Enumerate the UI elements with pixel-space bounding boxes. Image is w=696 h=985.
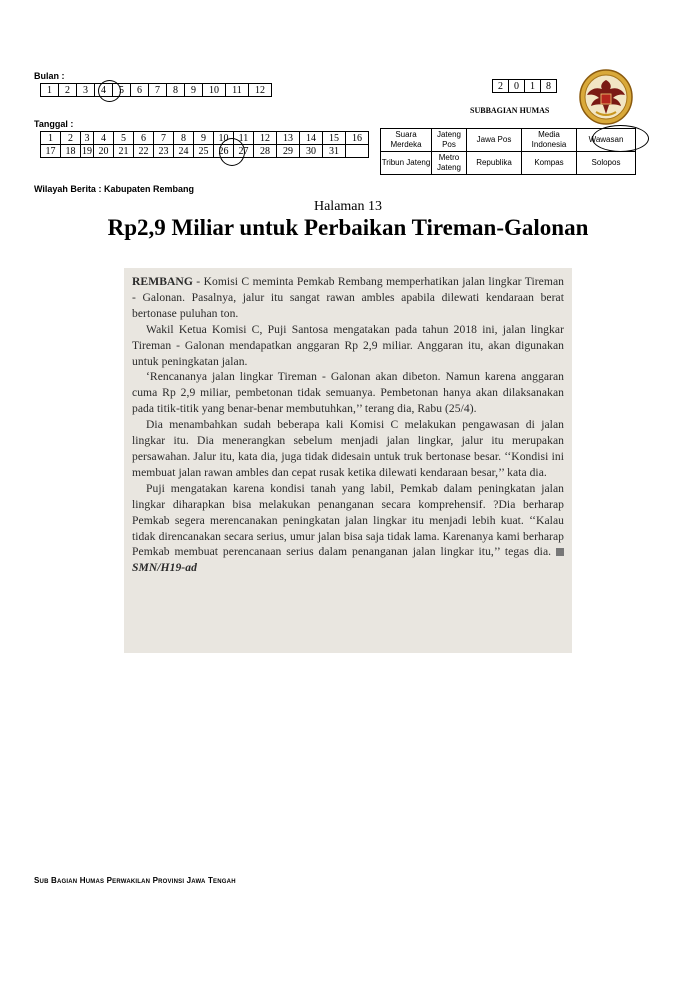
date-cell: 14 xyxy=(300,132,323,145)
paragraph-text: Puji mengatakan karena kondisi tanah yang labil, Pemkab dalam peningkatan jalan lingkar diharapkan bisa melakukan penanganan secara komprehensif. ?Dia berharap Pemkab segera merencanakan peningkatan jalan lingkar itu menjadi lebih kuat. ‘‘Kalau tidak direncanakan secara serius, umur jalan bisa saja tidak lama. Karenanya kami berharap Pemkab membuat perencanaan serius dalam penanganan jalan lingkar itu,’’ tegas dia. xyxy=(132,481,564,559)
date-cell: 17 xyxy=(41,145,61,158)
date-grid xyxy=(40,131,369,158)
garuda-emblem-icon xyxy=(578,68,634,126)
date-cell: 20 xyxy=(94,145,114,158)
date-cell: 21 xyxy=(114,145,134,158)
paper-cell: Solopos xyxy=(577,152,636,175)
date-cell: 3 xyxy=(81,132,94,145)
date-cell: 27 xyxy=(234,145,254,158)
paper-cell: Suara Merdeka xyxy=(381,129,432,152)
date-cell: 28 xyxy=(254,145,277,158)
dateline: REMBANG xyxy=(132,275,193,288)
date-cell: 11 xyxy=(234,132,254,145)
article-paragraph xyxy=(132,481,564,576)
month-cell: 6 xyxy=(131,84,149,97)
article-title: Rp2,9 Miliar untuk Perbaikan Tireman-Galonan xyxy=(107,215,589,240)
date-cell: 16 xyxy=(346,132,369,145)
date-cell: 8 xyxy=(174,132,194,145)
date-cell: 29 xyxy=(277,145,300,158)
end-mark-icon xyxy=(556,548,564,556)
wilayah-berita: Wilayah Berita : Kabupaten Rembang xyxy=(34,184,194,194)
article-paragraph xyxy=(132,274,564,322)
page-number: Halaman 13 xyxy=(313,199,383,214)
date-cell: 6 xyxy=(134,132,154,145)
month-cell: 9 xyxy=(185,84,203,97)
date-cell: 5 xyxy=(114,132,134,145)
date-cell: 23 xyxy=(154,145,174,158)
date-cell: 18 xyxy=(61,145,81,158)
date-cell: 2 xyxy=(61,132,81,145)
paper-cell: Jateng Pos xyxy=(432,129,467,152)
date-cell: 31 xyxy=(323,145,346,158)
month-cell: 8 xyxy=(167,84,185,97)
date-circle-mark xyxy=(219,138,245,166)
year-digit: 2 xyxy=(493,80,509,93)
month-cell: 2 xyxy=(59,84,77,97)
date-cell: 19 xyxy=(82,145,92,157)
paragraph-text: - Komisi C meminta Pemkab Rembang memperhatikan jalan lingkar Tireman - Galonan. Pasalnya, jalur itu sangat rawan ambles apabila dilewati kendaraan berat bertonase puluhan ton. xyxy=(132,275,564,320)
tanggal-label: Tanggal : xyxy=(34,119,74,129)
paper-cell: Tribun Jateng xyxy=(381,152,432,175)
month-grid xyxy=(40,83,272,97)
month-cell: 10 xyxy=(203,84,226,97)
newspaper-clipping xyxy=(124,268,572,653)
month-cell: 12 xyxy=(249,84,272,97)
article-paragraph: ‘Rencananya jalan lingkar Tireman - Galonan akan dibeton. Namun karena anggaran cuma Rp 2,9 miliar, pembetonan tidak semuanya. Pembetonan hanya akan dilaksanakan pada titik-titik yang benar-benar membutuhkan,’’ terang dia, Rabu (25/4). xyxy=(132,370,564,416)
date-cell: 26 xyxy=(214,145,234,158)
year-digit: 0 xyxy=(509,80,525,93)
year-box xyxy=(492,79,557,93)
paper-circle-mark xyxy=(592,125,649,152)
month-cell: 5 xyxy=(113,84,131,97)
article-paragraph: Wakil Ketua Komisi C, Puji Santosa mengatakan pada tahun 2018 ini, jalan lingkar Tireman - Galonan mendapatkan anggaran Rp 2,9 miliar. Anggaran itu, akan digunakan untuk peningkatan jalan. xyxy=(132,322,564,368)
article-paragraph: Dia menambahkan sudah beberapa kali Komisi C melakukan pengawasan di jalan lingkar itu. Dia menerangkan sebelum menjadi jalan lingkar, jalur itu merupakan persawahan. Jalur itu, kata dia, juga tidak didesain untuk truk bertonase besar. ‘‘Kondisi ini membuat jalan rawan ambles dan cepat rusak ketika dilewati kendaraan besar,’’ kata dia. xyxy=(132,418,564,479)
paper-cell: Kompas xyxy=(522,152,577,175)
paper-cell: Wawasan xyxy=(577,129,636,152)
date-cell: 15 xyxy=(323,132,346,145)
month-circle-mark xyxy=(98,80,121,102)
paper-cell: Media Indonesia xyxy=(522,129,577,152)
month-cell: 3 xyxy=(77,84,95,97)
month-cell: 1 xyxy=(41,84,59,97)
paper-cell: Jawa Pos xyxy=(467,129,522,152)
date-cell: 30 xyxy=(300,145,323,158)
month-cell: 7 xyxy=(149,84,167,97)
byline: SMN/H19-ad xyxy=(132,561,197,575)
date-cell: 22 xyxy=(134,145,154,158)
date-cell: 25 xyxy=(194,145,214,158)
date-cell: 24 xyxy=(174,145,194,158)
article-body xyxy=(132,274,564,576)
date-cell: 1 xyxy=(41,132,61,145)
paper-cell: Metro Jateng xyxy=(432,152,467,175)
month-cell: 4 xyxy=(95,84,113,97)
date-empty-cell xyxy=(346,145,369,158)
date-cell: 7 xyxy=(154,132,174,145)
month-cell: 11 xyxy=(226,84,249,97)
year-digit: 8 xyxy=(541,80,557,93)
paper-cell: Republika xyxy=(467,152,522,175)
date-cell: 12 xyxy=(254,132,277,145)
date-cell: 9 xyxy=(194,132,214,145)
date-cell: 4 xyxy=(94,132,114,145)
date-cell: 13 xyxy=(277,132,300,145)
date-cell: 10 xyxy=(214,132,234,145)
year-digit: 1 xyxy=(525,80,541,93)
bulan-label: Bulan : xyxy=(34,71,65,81)
org-name: SUBBAGIAN HUMAS xyxy=(470,106,550,115)
footer-text: Sub Bagian Humas Perwakilan Provinsi Jawa Tengah xyxy=(34,876,236,885)
